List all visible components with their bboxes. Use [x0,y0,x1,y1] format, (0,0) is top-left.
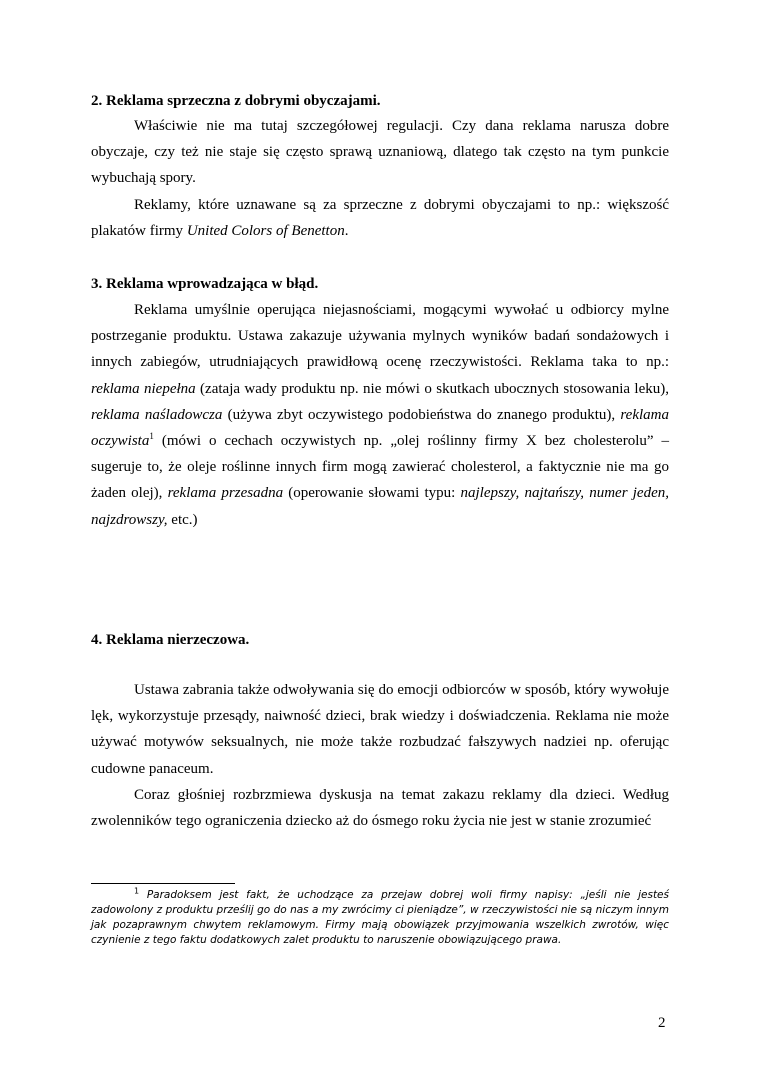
section-3-text-4: (mówi o cechach oczywistych np. „olej roślinny firmy X bez cholesterolu” – sugeruje to, że oleje roślinne innych firm mogą zawierać cholesterol, a faktycznie nie ma go żaden olej), [91,433,669,502]
term-reklama-przesadna: reklama przesadna [167,485,284,502]
footnote [91,888,669,948]
section-3-text-5: (operowanie słowami typu: [283,485,461,502]
term-reklama-oczywista: reklama oczywista [91,406,669,450]
page-number: 2 [658,1015,666,1031]
section-3-paragraph [91,297,669,533]
section-3-text-1: Reklama umyślnie operująca niejasnościami, mogącymi wywołać u odbiorcy mylne postrzeganie produktu. Ustawa zakazuje używania mylnych wyników badań sondażowych i innych zabiegów, utrudniających prawidłową ocenę rzeczywistości. Reklama taka to np.: [91,302,669,371]
footnote-number: 1 [134,886,140,896]
section-3-text-3: (używa zbyt oczywistego podobieństwa do znanego produktu), [222,406,621,423]
benetton-brand-name: United Colors of Benetton [186,223,345,240]
term-reklama-nasladowcza: reklama naśladowcza [91,406,223,423]
section-4-paragraph-1: Ustawa zabrania także odwoływania się do emocji odbiorców w sposób, który wywołuje lęk, wykorzystuje przesądy, naiwność dzieci, brak wiedzy i doświadczenia. Reklama nie może używać motywów seksualnych, nie może także rozbudzać fałszywych nadziei np. oferując cudowne panaceum. [91,682,669,777]
section-3-text-2: (zataja wady produktu np. nie mówi o skutkach ubocznych stosowania leku), [195,380,669,397]
term-reklama-niepelna: reklama niepełna [91,380,196,397]
footnote-text: Paradoksem jest fakt, że uchodzące za przejaw dobrej woli firmy napisy: „jeśli nie jesteś zadowolony z produktu prześlij go do nas a my zwrócimy ci pieniądze”, w rzeczywistości nie są niczym innym jak pozaprawnym chwytem reklamowym. Firmy mają obowiązek przyjmowania wszelkich zwrotów, więc czynienie z tego faktu dodatkowych zalet produktu to naruszenie obowiązującego prawa. [91,889,669,946]
section-4-heading: 4. Reklama nierzeczowa. [91,632,250,648]
section-3-text-6: etc.) [167,511,198,528]
section-2-paragraph-2-end: . [344,223,349,240]
footnote-separator [91,883,235,884]
section-3-heading: 3. Reklama wprowadzająca w błąd. [91,276,319,292]
example-words: najlepszy, najtańszy, numer jeden, najzdrowszy, [91,485,669,528]
section-4-paragraph-2: Coraz głośniej rozbrzmiewa dyskusja na temat zakazu reklamy dla dzieci. Według zwolenników tego ograniczenia dziecko aż do ósmego roku życia nie jest w stanie zrozumieć [91,787,669,830]
footnote-reference[interactable]: 1 [149,431,154,442]
section-2-paragraph-1: Właściwie nie ma tutaj szczegółowej regulacji. Czy dana reklama narusza dobre obyczaje, czy też nie staje się często sprawą uznaniową, dlatego tak często na tym punkcie wybuchają spory. [91,118,669,187]
section-2-paragraph-2 [91,192,669,244]
section-2-paragraph-2-text: Reklamy, które uznawane są za sprzeczne z dobrymi obyczajami to np.: większość plakatów firmy [91,197,669,240]
section-2-heading: 2. Reklama sprzeczna z dobrymi obyczajami. [91,93,381,109]
